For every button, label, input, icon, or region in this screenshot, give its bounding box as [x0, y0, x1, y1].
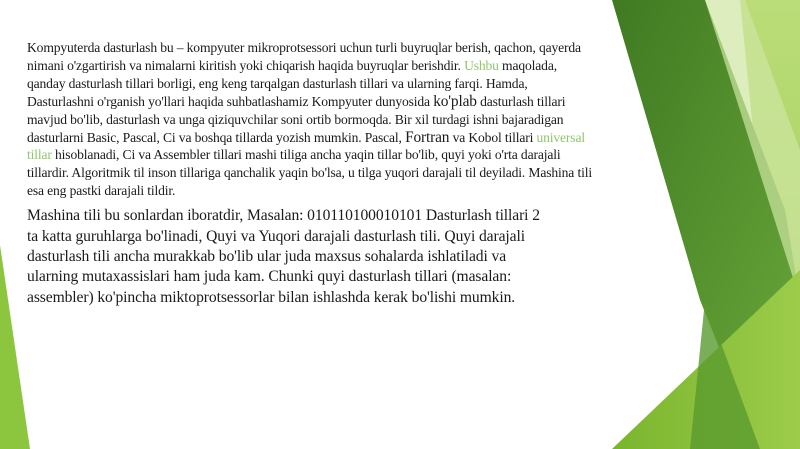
- para1-word-koplab: ko'plab: [433, 92, 477, 110]
- paragraph-intro: [27, 39, 595, 200]
- para1-text-4: va Kobol tillari: [449, 129, 537, 145]
- para1-text-2: maqolada, qanday dasturlash tillari borligi, eng keng tarqalgan dasturlash tillari va ularning farqi. Hamda, Dasturlashni o'rganish yo'llari haqida suhbatlashamiz Kompyuter dunyosida: [27, 57, 557, 109]
- decor-shape-left-corner: [0, 245, 30, 449]
- para1-text-1: Kompyuterda dasturlash bu – kompyuter mikroprotsessori uchun turli buyruqlar berish, qachon, qayerda nimani o'zgartirish va nimalarni kiritish yoki chiqarish haqida buyruqlar berishdir.: [27, 40, 581, 73]
- link-ushbu[interactable]: Ushbu: [464, 57, 499, 73]
- slide-content: [27, 39, 595, 308]
- para1-text-3: dasturlash tillari mavjud bo'lib, dasturlash va unga qiziquvchilar soni ortib bormoqda. Bir xil turdagi ishni bajaradigan dasturlarni Basic, Pascal, Ci va boshqa tillarda yozish mumkin. Pascal,: [27, 93, 566, 145]
- paragraph-machine-language: Mashina tili bu sonlardan iboratdir, Masalan: 010110100010101 Dasturlash tillari 2 ta katta guruhlarga bo'linadi, Quyi va Yuqori darajali dasturlash tili. Quyi darajali dasturlash tili ancha murakkab bo'lib ular juda maxsus sohalarda ishlatiladi va ularning mutaxassislari ham juda kam. Chunki quyi dasturlash tillari (masalan: assembler) ko'pincha miktoprotsessorlar bilan ishlashda kerak bo'lishi mumkin.: [27, 207, 540, 306]
- link-universal-tillar[interactable]: universal tillar: [27, 129, 585, 163]
- para1-word-fortran: Fortran: [405, 128, 450, 146]
- para1-text-5: hisoblanadi, Ci va Assembler tillari mashi tiliga ancha yaqin tillar bo'lib, quyi yoki o'rta darajali tillardir. Algoritmik til inson tillariga qanchalik yaqin bo'lsa, u tilga yuqori darajali til deyiladi. Mashina tili esa eng pastki darajali tildir.: [27, 147, 592, 199]
